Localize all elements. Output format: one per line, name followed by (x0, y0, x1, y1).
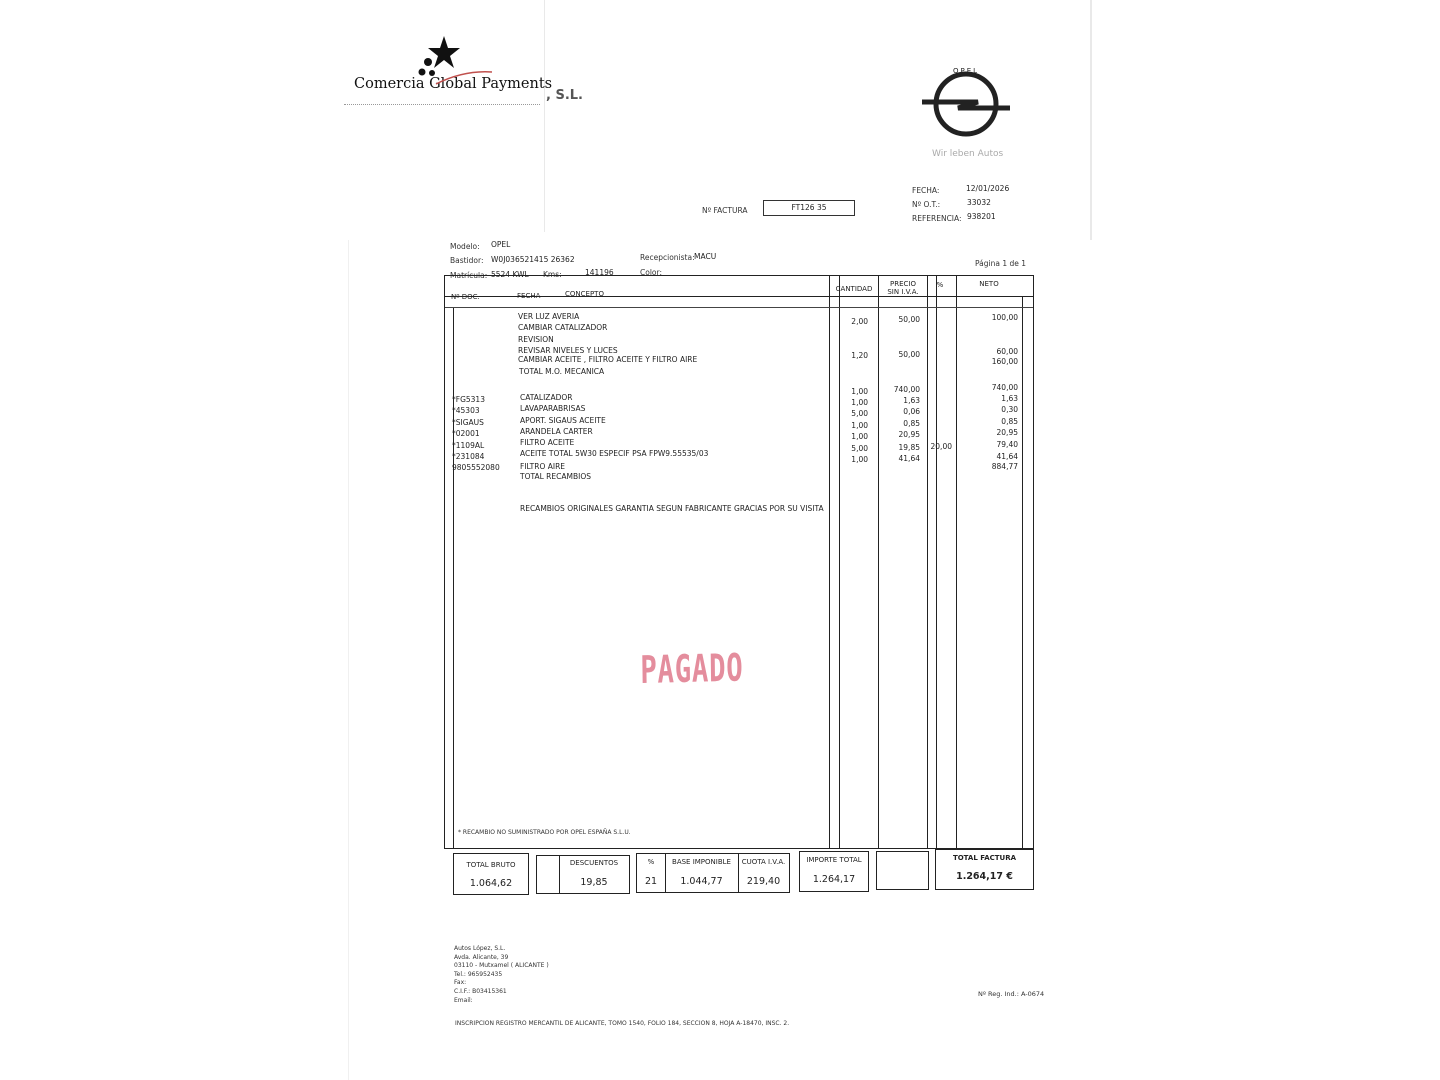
company-address (454, 945, 549, 1005)
logo-swoosh-icon (434, 68, 494, 88)
line-doc: *231084 (452, 452, 485, 461)
th-doc: Nº DOC. (451, 293, 480, 301)
descuentos-box (536, 855, 630, 894)
kms-label: Kms: (543, 270, 562, 279)
matricula-value: 5524 KWL (491, 270, 529, 279)
line-neto: 79,40 (996, 440, 1018, 449)
iva-percent-value: 21 (644, 876, 658, 887)
paper-edge-top (544, 0, 545, 232)
importe-total-label: IMPORTE TOTAL (806, 856, 862, 864)
table-col-divider (956, 276, 957, 848)
descuentos-label: DESCUENTOS (569, 859, 619, 867)
cuota-iva-label: CUOTA I.V.A. (741, 858, 786, 866)
line-neto: 740,00 (991, 383, 1018, 392)
line-cantidad: 5,00 (851, 444, 868, 453)
referencia-label: REFERENCIA: (912, 214, 962, 223)
kms-value: 141196 (585, 268, 614, 277)
line-cantidad: 1,00 (851, 455, 868, 464)
fecha-label: FECHA: (912, 186, 940, 195)
address-line: C.I.F.: B03415361 (454, 987, 507, 995)
opel-logo-icon (918, 64, 1014, 144)
line-concepto: FILTRO AIRE (520, 462, 566, 471)
th-cantidad: CANTIDAD (835, 285, 873, 293)
line-concepto: CAMBIAR CATALIZADOR (518, 323, 608, 332)
th-neto: NETO (979, 280, 999, 288)
paper-edge-right (1090, 0, 1092, 240)
line-concepto: CATALIZADOR (520, 393, 573, 402)
table-col-divider (927, 276, 928, 848)
line-precio: 740,00 (893, 385, 920, 394)
address-line: Autos López, S.L. (454, 945, 506, 952)
line-cantidad: 1,00 (851, 432, 868, 441)
recepcionista-value: MACU (694, 252, 717, 261)
bastidor-label: Bastidor: (450, 256, 484, 265)
line-concepto: TOTAL M.O. MECANICA (519, 367, 605, 376)
line-neto: 160,00 (991, 357, 1018, 366)
line-precio: 0,06 (903, 407, 920, 416)
line-neto: 0,85 (1001, 417, 1018, 426)
address-line: Email: (454, 996, 473, 1004)
modelo-value: OPEL (491, 240, 511, 249)
line-precio: 50,00 (898, 350, 920, 359)
total-factura-value: 1.264,17 € (956, 871, 1013, 882)
page-number: Página 1 de 1 (975, 259, 1027, 268)
base-imponible-label: BASE IMPONIBLE (672, 858, 731, 866)
invoice-note: RECAMBIOS ORIGINALES GARANTIA SEGUN FABRICANTE GRACIAS POR SU VISITA (520, 504, 824, 513)
line-cantidad: 2,00 (851, 317, 868, 326)
address-line: Tel.: 965952435 (454, 970, 503, 978)
line-doc: *FG5313 (452, 395, 485, 404)
importe-total-value: 1.264,17 (812, 874, 856, 885)
paper-edge-left (348, 240, 349, 1080)
bank-name: Comercia Global Payments (354, 76, 553, 92)
th-precio: PRECIO (890, 280, 916, 288)
line-precio: 20,95 (898, 430, 920, 439)
bastidor-value: W0J036521415 26362 (491, 255, 575, 264)
line-concepto: ARANDELA CARTER (520, 427, 593, 436)
line-doc: *45303 (452, 406, 480, 415)
line-doc: *1109AL (452, 441, 485, 450)
line-cantidad: 1,00 (851, 387, 868, 396)
line-doc: 9805552080 (452, 463, 500, 472)
line-neto: 20,95 (996, 428, 1018, 437)
total-bruto-value: 1.064,62 (469, 878, 513, 889)
table-col-divider (1022, 296, 1023, 848)
empty-total-box (876, 851, 929, 890)
line-concepto: REVISION (518, 335, 554, 344)
table-col-divider (839, 276, 840, 848)
line-concepto: ACEITE TOTAL 5W30 ESPECIF PSA FPW9.55535/03 (520, 449, 709, 458)
bank-logo (354, 34, 553, 106)
descuentos-value: 19,85 (580, 877, 608, 888)
total-factura-label: TOTAL FACTURA (952, 854, 1017, 862)
line-neto: 60,00 (996, 347, 1018, 356)
line-neto: 100,00 (991, 313, 1018, 322)
table-col-divider (936, 276, 937, 848)
referencia-value: 938201 (967, 212, 996, 221)
line-doc: *02001 (452, 429, 480, 438)
line-neto: 1,63 (1001, 394, 1018, 403)
line-neto: 41,64 (996, 452, 1018, 461)
line-neto: 0,30 (1001, 405, 1018, 414)
line-neto: 884,77 (991, 462, 1018, 471)
iva-percent-label: % (647, 858, 655, 866)
total-bruto-box (453, 853, 529, 895)
line-precio: 1,63 (903, 396, 920, 405)
company-name-fragment: , S.L. (546, 88, 583, 103)
line-precio: 41,64 (898, 454, 920, 463)
registry-number: Nº Reg. Ind.: A-0674 (978, 990, 1045, 998)
th-percent: % (936, 281, 944, 289)
recepcionista-label: Recepcionista: (640, 253, 695, 262)
cuota-iva-value: 219,40 (746, 876, 781, 887)
color-label: Color: (640, 268, 662, 277)
line-concepto: FILTRO ACEITE (520, 438, 575, 447)
line-precio: 19,85 (898, 443, 920, 452)
line-concepto: VER LUZ AVERIA (518, 312, 580, 321)
table-col-divider (878, 276, 879, 848)
matricula-label: Matrícula: (450, 271, 488, 280)
mercantile-registry: INSCRIPCION REGISTRO MERCANTIL DE ALICANTE, TOMO 1540, FOLIO 184, SECCION 8, HOJA A-18470, INSC. 2. (455, 1020, 790, 1027)
paid-stamp: PAGADO (640, 645, 744, 692)
total-factura-box (935, 849, 1034, 890)
header-divider (445, 307, 1033, 308)
line-precio: 0,85 (903, 419, 920, 428)
table-col-divider (829, 276, 830, 848)
line-cantidad: 5,00 (851, 409, 868, 418)
modelo-label: Modelo: (450, 242, 480, 251)
logo-rule (344, 104, 540, 105)
address-line: Avda. Alicante, 39 (454, 953, 509, 961)
line-cantidad: 1,00 (851, 398, 868, 407)
importe-total-box (799, 851, 869, 892)
th-concepto: CONCEPTO (565, 290, 604, 298)
total-bruto-label: TOTAL BRUTO (466, 861, 516, 869)
address-line: Fax: (454, 979, 467, 987)
line-percent: 20,00 (930, 442, 952, 451)
factura-number: FT126 35 (763, 200, 855, 216)
line-concepto: TOTAL RECAMBIOS (520, 472, 591, 481)
footnote: * RECAMBIO NO SUMINISTRADO POR OPEL ESPAÑA S.L.U. (458, 829, 631, 836)
line-concepto: LAVAPARABRISAS (520, 404, 586, 413)
line-concepto: APORT. SIGAUS ACEITE (520, 416, 606, 425)
ot-value: 33032 (967, 198, 991, 207)
base-imponible-value: 1.044,77 (680, 876, 723, 887)
line-concepto: CAMBIAR ACEITE , FILTRO ACEITE Y FILTRO AIRE (518, 355, 698, 364)
svg-text:OPEL: OPEL (952, 67, 980, 75)
th-fecha: FECHA (517, 292, 541, 300)
line-precio: 50,00 (898, 315, 920, 324)
line-cantidad: 1,00 (851, 421, 868, 430)
base-iva-box (636, 853, 790, 893)
address-line: 03110 - Mutxamel ( ALICANTE ) (454, 962, 549, 970)
factura-label: Nº FACTURA (702, 206, 748, 215)
table-col-divider (453, 307, 454, 848)
line-cantidad: 1,20 (851, 351, 868, 360)
ot-label: Nº O.T.: (912, 200, 941, 209)
brand-tagline: Wir leben Autos (932, 149, 1004, 159)
line-doc: *SIGAUS (452, 418, 484, 427)
th-sin-iva: SIN I.V.A. (887, 288, 919, 296)
fecha-value: 12/01/2026 (966, 184, 1010, 193)
line-concepto: REVISAR NIVELES Y LUCES (518, 346, 618, 355)
